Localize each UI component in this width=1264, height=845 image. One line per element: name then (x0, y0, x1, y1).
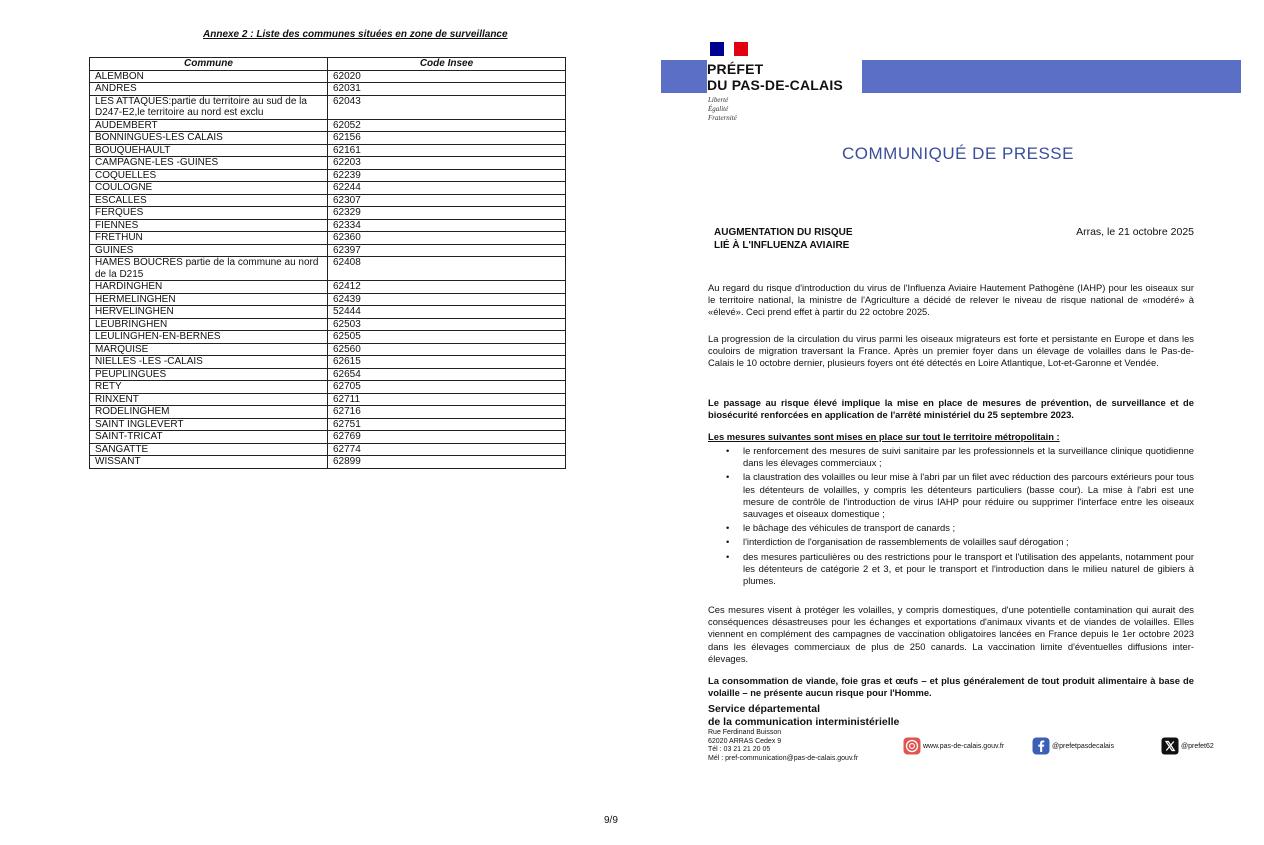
service-line-2: de la communication interministérielle (708, 716, 900, 728)
commune-name-cell: ALEMBON (90, 70, 328, 83)
paragraph-no-risk: La consommation de viande, foie gras et œufs – et plus généralement de tout produit alimentaire à base de volaille – ne présente aucun risque pour l'Homme. (708, 675, 1194, 699)
code-insee-cell: 52444 (328, 306, 566, 319)
code-insee-cell: 62503 (328, 318, 566, 331)
code-insee-cell: 62203 (328, 157, 566, 170)
list-item: • le renforcement des mesures de suivi sanitaire par les professionnels et la surveillance clinique quotidienne dans les élevages commerciaux ; (743, 445, 1194, 469)
commune-name-cell: HAMES BOUCRES partie de la commune au nord de la D215 (90, 257, 328, 281)
code-insee-cell: 62716 (328, 406, 566, 419)
code-insee-cell: 62560 (328, 343, 566, 356)
paragraph-progression: La progression de la circulation du virus parmi les oiseaux migrateurs est forte et persistante en Europe et dans les couloirs de migration traversant la France. Après un premier foyer dans un élevage de volailles dans le Pas-de-Calais le 10 octobre dernier, plusieurs foyers ont été détectés en Loire Atlantique, Lot-et-Garonne et Vendée. (708, 333, 1194, 369)
code-insee-cell: 62307 (328, 194, 566, 207)
code-insee-cell: 62043 (328, 95, 566, 119)
code-insee-cell: 62052 (328, 119, 566, 132)
prefet-logo-text (707, 61, 843, 93)
twitter-link[interactable] (1161, 737, 1214, 755)
globe-icon (903, 737, 921, 755)
code-insee-cell: 62031 (328, 83, 566, 96)
table-row (90, 356, 566, 369)
table-row (90, 70, 566, 83)
prefet-line-2: DU PAS-DE-CALAIS (707, 77, 843, 93)
code-insee-cell: 62751 (328, 418, 566, 431)
communes-table (89, 57, 566, 469)
commune-name-cell: BONNINGUES-LES CALAIS (90, 132, 328, 145)
code-insee-cell: 62360 (328, 232, 566, 245)
motto-liberte: Liberté (708, 96, 729, 104)
table-row (90, 257, 566, 281)
service-line-1: Service départemental (708, 703, 821, 715)
commune-name-cell: ESCALLES (90, 194, 328, 207)
code-insee-cell: 62156 (328, 132, 566, 145)
motto-fraternite: Fraternité (708, 114, 737, 122)
column-header-commune: Commune (90, 58, 328, 71)
address-phone: Tél : 03 21 21 20 05 (708, 746, 771, 753)
commune-name-cell: MARQUISE (90, 343, 328, 356)
table-row (90, 207, 566, 220)
commune-name-cell: HERMELINGHEN (90, 293, 328, 306)
table-row (90, 219, 566, 232)
paragraph-intro: Au regard du risque d'introduction du virus de l'Influenza Aviaire Hautement Pathogène (IAHP) pour les oiseaux sur le territoire national, la ministre de l'Agriculture a décidé de relever le niveau de risque national de «modéré» à «élevé». Ceci prend effet à partir du 22 octobre 2025. (708, 282, 1194, 318)
code-insee-cell: 62769 (328, 431, 566, 444)
commune-name-cell: ANDRES (90, 83, 328, 96)
table-row (90, 318, 566, 331)
address-city: 62020 ARRAS Cedex 9 (708, 737, 782, 745)
table-row (90, 293, 566, 306)
commune-name-cell: HERVELINGHEN (90, 306, 328, 319)
flag-red-stripe (734, 42, 748, 56)
code-insee-cell: 62334 (328, 219, 566, 232)
table-row (90, 456, 566, 469)
commune-name-cell: AUDEMBERT (90, 119, 328, 132)
list-item: • l'interdiction de l'organisation de rassemblements de volailles sauf dérogation ; (743, 536, 1194, 548)
commune-name-cell: COULOGNE (90, 182, 328, 195)
facebook-icon (1032, 737, 1050, 755)
commune-name-cell: LEUBRINGHEN (90, 318, 328, 331)
commune-name-cell: HARDINGHEN (90, 281, 328, 294)
table-row (90, 393, 566, 406)
code-insee-cell: 62654 (328, 368, 566, 381)
table-row (90, 169, 566, 182)
table-row (90, 244, 566, 257)
paragraph-protection: Ces mesures visent à protéger les volailles, y compris domestiques, d'une potentielle contamination qui aurait des conséquences désastreuses pour les échanges et exportations d'animaux vivants et de viandes de volailles. Elles viennent en complément des campagnes de vaccination obligatoires lancées en France depuis le 1er octobre 2023 dans les élevages commerciaux de plus de 250 canards. La vaccination limite d'éventuelles diffusions inter-élevages. (708, 604, 1194, 664)
commune-name-cell: FRETHUN (90, 232, 328, 245)
address-street: Rue Ferdinand Buisson (708, 729, 782, 736)
table-row (90, 281, 566, 294)
code-insee-cell: 62774 (328, 443, 566, 456)
table-row (90, 157, 566, 170)
table-row (90, 119, 566, 132)
table-row (90, 232, 566, 245)
commune-name-cell: NIELLES -LES -CALAIS (90, 356, 328, 369)
code-insee-cell: 62505 (328, 331, 566, 344)
code-insee-cell: 62705 (328, 381, 566, 394)
code-insee-cell: 62239 (328, 169, 566, 182)
code-insee-cell: 62397 (328, 244, 566, 257)
table-row (90, 443, 566, 456)
address-email: Mél : pref-communication@pas-de-calais.gouv.fr (708, 754, 859, 762)
dateline: Arras, le 21 octobre 2025 (1076, 226, 1194, 238)
commune-name-cell: GUINES (90, 244, 328, 257)
french-flag-icon (710, 42, 748, 56)
table-row (90, 132, 566, 145)
column-header-code-insee: Code Insee (328, 58, 566, 71)
table-row (90, 144, 566, 157)
table-row (90, 306, 566, 319)
code-insee-cell: 62244 (328, 182, 566, 195)
table-row (90, 331, 566, 344)
twitter-text: @prefet62 (1181, 742, 1214, 750)
table-row (90, 83, 566, 96)
motto-egalite: Égalité (708, 105, 729, 113)
code-insee-cell: 62711 (328, 393, 566, 406)
code-insee-cell: 62020 (328, 70, 566, 83)
header-band-right (862, 60, 1241, 93)
facebook-link[interactable] (1032, 737, 1114, 755)
commune-name-cell: RETY (90, 381, 328, 394)
paragraph-high-risk: Le passage au risque élevé implique la mise en place de mesures de prévention, de surveillance et de biosécurité renforcées en application de l'arrêté ministériel du 25 septembre 2023. (708, 397, 1194, 421)
table-row (90, 431, 566, 444)
table-row (90, 418, 566, 431)
commune-name-cell: SAINT INGLEVERT (90, 418, 328, 431)
commune-name-cell: FIENNES (90, 219, 328, 232)
code-insee-cell: 62615 (328, 356, 566, 369)
code-insee-cell: 62329 (328, 207, 566, 220)
headline-line-2: LIÉ À L'INFLUENZA AVIAIRE (714, 240, 850, 251)
measures-list (708, 443, 1194, 589)
commune-name-cell: CAMPAGNE-LES -GUINES (90, 157, 328, 170)
code-insee-cell: 62161 (328, 144, 566, 157)
commune-name-cell: WISSANT (90, 456, 328, 469)
headline-line-1: AUGMENTATION DU RISQUE (714, 227, 853, 238)
commune-name-cell: RODELINGHEM (90, 406, 328, 419)
table-row (90, 381, 566, 394)
commune-name-cell: SANGATTE (90, 443, 328, 456)
code-insee-cell: 62439 (328, 293, 566, 306)
commune-name-cell: LEULINGHEN-EN-BERNES (90, 331, 328, 344)
republic-motto (708, 96, 737, 123)
table-row (90, 182, 566, 195)
flag-blue-stripe (710, 42, 724, 56)
header-band-left (661, 60, 707, 93)
commune-name-cell: BOUQUEHAULT (90, 144, 328, 157)
commune-name-cell: SAINT-TRICAT (90, 431, 328, 444)
commune-name-cell: RINXENT (90, 393, 328, 406)
code-insee-cell: 62408 (328, 257, 566, 281)
code-insee-cell: 62412 (328, 281, 566, 294)
x-icon (1161, 737, 1179, 755)
code-insee-cell: 62899 (328, 456, 566, 469)
service-name (708, 703, 899, 729)
commune-name-cell: LES ATTAQUES:partie du territoire au sud de la D247-E2,le territoire au nord est exclu (90, 95, 328, 119)
annex-title: Annexe 2 : Liste des communes situées en zone de surveillance (203, 29, 508, 40)
commune-name-cell: PEUPLINGUES (90, 368, 328, 381)
facebook-text: @prefetpasdecalais (1052, 742, 1114, 750)
table-header-row (90, 58, 566, 71)
table-row (90, 406, 566, 419)
table-row (90, 343, 566, 356)
flag-white-stripe (724, 42, 734, 56)
page-number: 9/9 (604, 815, 618, 826)
contact-address (708, 729, 858, 763)
communes-table-body (90, 70, 566, 468)
prefet-line-1: PRÉFET (707, 61, 764, 77)
commune-name-cell: COQUELLES (90, 169, 328, 182)
table-row (90, 95, 566, 119)
table-row (90, 368, 566, 381)
list-item: • des mesures particulières ou des restrictions pour le transport et l'utilisation des appelants, notamment pour les détenteurs de catégorie 2 et 3, et pour le transport et l'introduction dans le milieu naturel de gibiers à plumes. (743, 551, 1194, 588)
measures-intro: Les mesures suivantes sont mises en place sur tout le territoire métropolitain : (708, 431, 1060, 442)
list-item: • la claustration des volailles ou leur mise à l'abri par un filet avec réduction des parcours extérieurs pour tous les détenteurs de volailles, y compris les détenteurs particuliers (basse cour). La mise à l'abri est une mesure de contrôle de l'introduction de virus IAHP pour réduire ou supprimer l'interface entre les oiseaux sauvages et oiseaux domestique ; (743, 471, 1194, 520)
press-headline (714, 226, 853, 252)
list-item: • le bâchage des véhicules de transport de canards ; (743, 522, 1194, 534)
website-link[interactable] (903, 737, 1004, 755)
website-text: www.pas-de-calais.gouv.fr (923, 742, 1005, 750)
commune-name-cell: FERQUES (90, 207, 328, 220)
table-row (90, 194, 566, 207)
communique-title: COMMUNIQUÉ DE PRESSE (842, 144, 1074, 163)
